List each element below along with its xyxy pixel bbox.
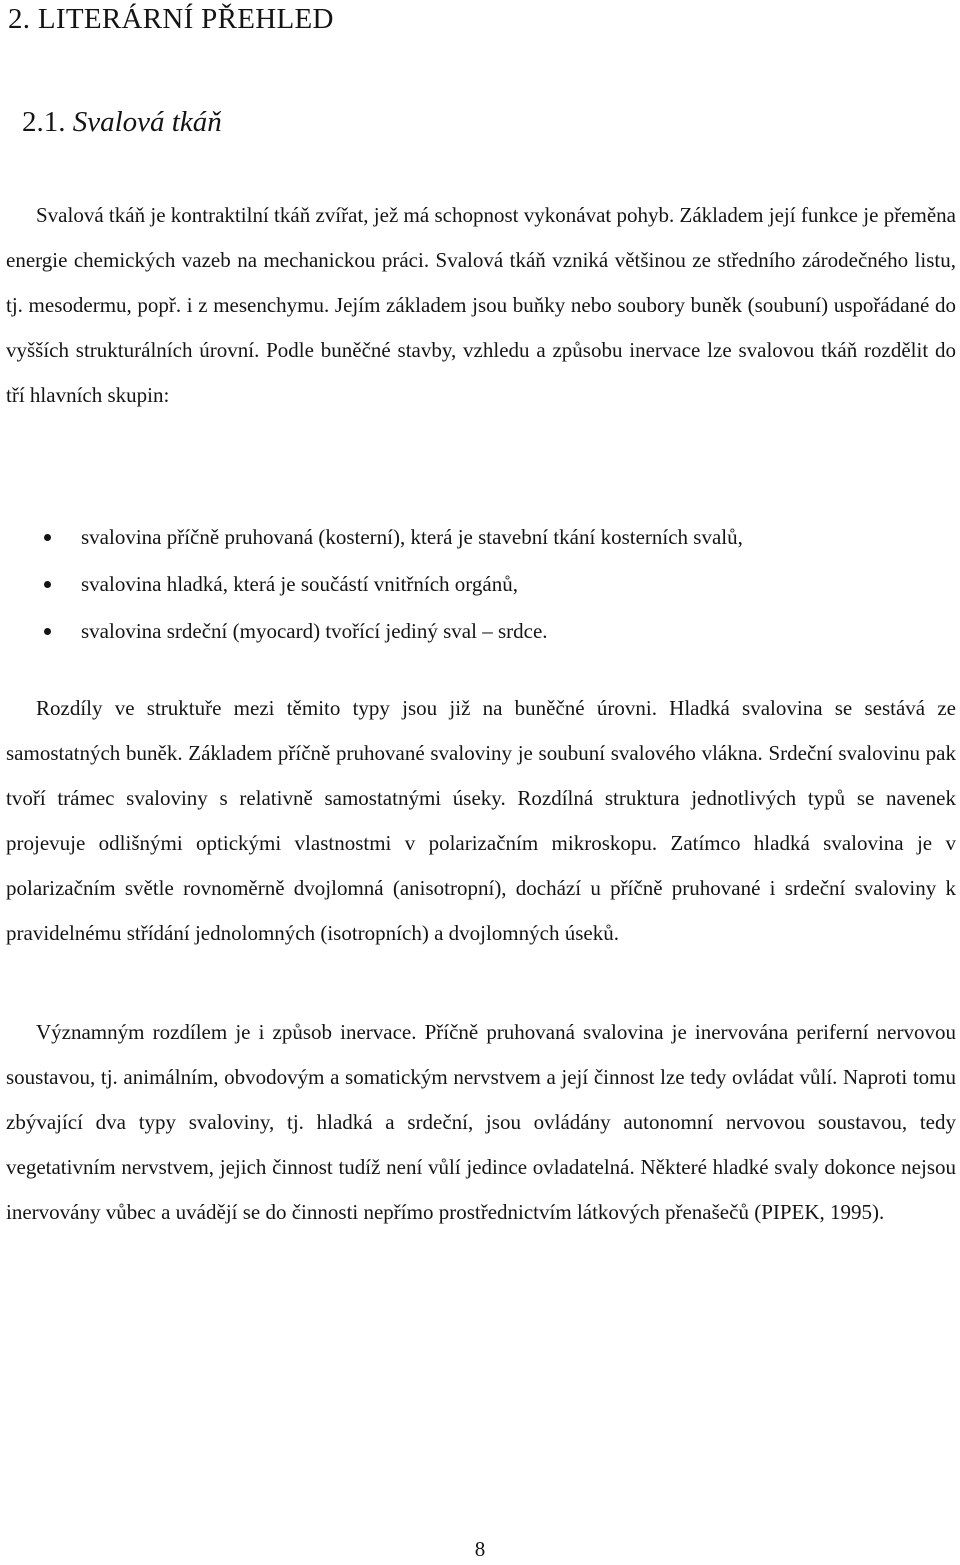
chapter-heading: 2. LITERÁRNÍ PŘEHLED — [8, 3, 334, 35]
list-item-text: svalovina příčně pruhovaná (kosterní), která je stavební tkání kosterních svalů, — [81, 525, 743, 549]
paragraph-intro: Svalová tkáň je kontraktilní tkáň zvířat, jež má schopnost vykonávat pohyb. Základem její funkce je přeměna energie chemických vazeb na mechanickou práci. Svalová tkáň vzniká většinou ze středního zárodečného listu, tj. mesodermu, popř. i z mesenchymu. Jejím základem jsou buňky nebo soubory buněk (soubuní) uspořádané do vyšších strukturálních úrovní. Podle buněčné stavby, vzhledu a způsobu inervace lze svalovou tkáň rozdělit do tří hlavních skupin: — [6, 203, 956, 407]
list-item — [0, 608, 940, 655]
bullet-icon — [44, 534, 51, 541]
list-item — [0, 514, 940, 561]
bullet-icon — [44, 581, 51, 588]
paragraph-innervation: Významným rozdílem je i způsob inervace. Příčně pruhovaná svalovina je inervována periferní nervovou soustavou, tj. animálním, obvodovým a somatickým nervstvem a její činnost lze tedy ovládat vůlí. Naproti tomu zbývající dva typy svaloviny, tj. hladká a srdeční, jsou ovládány autonomní nervovou soustavou, tedy vegetativním nervstvem, jejich činnost tudíž není vůlí jedince ovladatelná. Některé hladké svaly dokonce nejsou inervovány vůbec a uvádějí se do činnosti nepřímo prostřednictvím látkových přenašečů (PIPEK, 1995). — [6, 1020, 956, 1224]
page-number: 8 — [474, 1537, 486, 1561]
section-number: 2.1. — [22, 106, 66, 138]
paragraph-structure-differences: Rozdíly ve struktuře mezi těmito typy jsou již na buněčné úrovni. Hladká svalovina se sestává ze samostatných buněk. Základem příčně pruhované svaloviny je soubuní svalového vlákna. Srdeční svalovinu pak tvoří trámec svaloviny s relativně samostatnými úseky. Rozdílná struktura jednotlivých typů se navenek projevuje odlišnými optickými vlastnostmi v polarizačním mikroskopu. Zatímco hladká svalovina je v polarizačním světle rovnoměrně dvojlomná (anisotropní), dochází u příčně pruhované i srdeční svaloviny k pravidelnému střídání jednolomných (isotropních) a dvojlomných úseků. — [6, 696, 956, 945]
list-item-text: svalovina hladká, která je součástí vnitřních orgánů, — [81, 572, 518, 596]
bullet-icon — [44, 628, 51, 635]
list-item-text: svalovina srdeční (myocard) tvořící jediný sval – srdce. — [81, 619, 548, 643]
muscle-types-list — [0, 514, 940, 655]
list-item — [0, 561, 940, 608]
section-heading — [22, 102, 222, 142]
section-title: Svalová tkáň — [72, 106, 222, 138]
